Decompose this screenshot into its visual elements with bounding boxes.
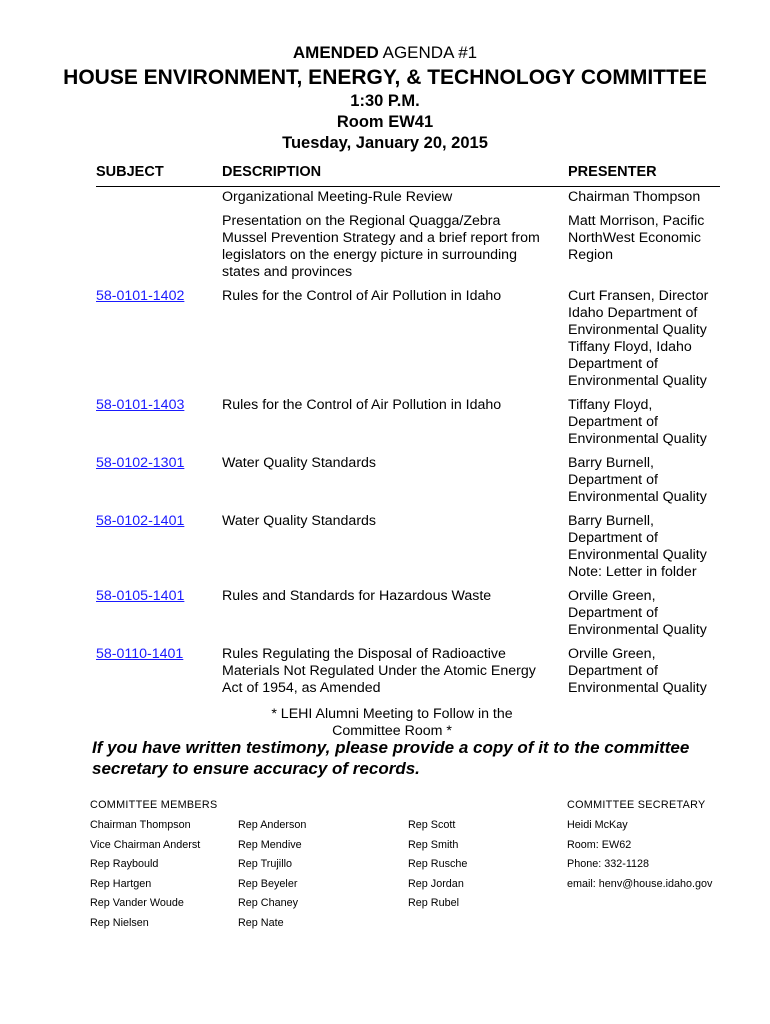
description-column-header: DESCRIPTION [222,164,322,180]
member-name: Rep Jordan [408,877,464,890]
agenda-presenter: Tiffany Floyd, Department of Environmental Quality [568,397,707,447]
agenda-presenter: Matt Morrison, Pacific NorthWest Economic Region [568,213,705,263]
members-column-2 [238,819,306,936]
agenda-number: AGENDA #1 [382,43,478,62]
committee-secretary-label: COMMITTEE SECRETARY [567,799,706,811]
agenda-row [96,588,736,639]
member-name: Rep Nielsen [90,916,149,929]
testimony-notice: If you have written testimony, please provide a copy of it to the committee secretary to ensure accuracy of records. [92,738,690,778]
agenda-title-line [0,42,770,64]
meeting-time: 1:30 P.M. [350,92,420,110]
agenda-table-header [96,164,736,186]
member-name: Rep Trujillo [238,858,293,870]
rule-docket-link[interactable]: 58-0105-1401 [96,588,185,604]
member-name: Rep Anderson [238,819,307,831]
agenda-presenter: Barry Burnell, Department of Environmental Quality Note: Letter in folder [568,513,707,580]
agenda-description: Organizational Meeting-Rule Review [222,189,453,205]
member-name: Rep Smith [408,838,459,851]
member-name: Vice Chairman Anderst [90,838,201,851]
agenda-presenter: Curt Fransen, Director Idaho Department of Environmental Quality Tiffany Floyd, Idaho Department of Environmental Quality [568,288,709,389]
agenda-row [96,189,736,206]
header-divider [96,186,720,187]
member-name: Chairman Thompson [90,819,191,831]
rule-docket-link[interactable]: 58-0110-1401 [96,646,184,662]
committee-members-label: COMMITTEE MEMBERS [90,799,218,811]
rule-docket-link[interactable]: 58-0102-1401 [96,513,185,529]
member-name: Rep Nate [238,916,284,929]
agenda-description: Rules for the Control of Air Pollution in Idaho [222,288,502,304]
member-name: Rep Rusche [408,858,468,870]
member-name: Rep Hartgen [90,877,152,890]
secretary-email: email: henv@house.idaho.gov [567,877,713,890]
agenda-row [96,513,736,581]
agenda-description: Water Quality Standards [222,455,377,471]
secretary-name: Heidi McKay [567,819,628,831]
amended-label: AMENDED [292,43,379,62]
agenda-description: Rules for the Control of Air Pollution in Idaho [222,397,502,413]
rule-docket-link[interactable]: 58-0101-1403 [96,397,185,413]
subject-column-header: SUBJECT [96,164,164,180]
agenda-table [96,164,736,697]
committee-title: HOUSE ENVIRONMENT, ENERGY, & TECHNOLOGY COMMITTEE [63,66,707,89]
rule-docket-link[interactable]: 58-0102-1301 [96,455,185,471]
agenda-row [96,646,736,697]
members-column-3 [408,819,467,917]
agenda-row [96,288,736,390]
meeting-room: Room EW41 [336,113,434,131]
agenda-description: Rules Regulating the Disposal of Radioactive Materials Not Regulated Under the Atomic Energy Act of 1954, as Amended [222,646,536,696]
agenda-presenter: Orville Green, Department of Environmental Quality [568,646,707,696]
agenda-header [0,42,770,154]
presenter-column-header: PRESENTER [568,164,657,180]
member-name: Rep Chaney [238,897,299,909]
member-name: Rep Scott [408,819,456,831]
member-name: Rep Vander Woude [90,897,184,909]
agenda-description: Water Quality Standards [222,513,377,529]
agenda-presenter: Chairman Thompson [568,189,701,205]
alumni-meeting-note: * LEHI Alumni Meeting to Follow in the Committee Room * [271,706,513,739]
secretary-room: Room: EW62 [567,838,632,851]
members-column-1 [90,819,200,936]
member-name: Rep Beyeler [238,877,298,890]
agenda-description: Presentation on the Regional Quagga/Zebra Mussel Prevention Strategy and a brief report from legislators on the energy picture in surrounding states and provinces [222,213,540,280]
member-name: Rep Mendive [238,838,302,851]
meeting-date: Tuesday, January 20, 2015 [282,134,488,152]
agenda-row [96,455,736,506]
agenda-description: Rules and Standards for Hazardous Waste [222,588,492,604]
rule-docket-link[interactable]: 58-0101-1402 [96,288,185,304]
member-name: Rep Raybould [90,858,159,870]
agenda-presenter: Barry Burnell, Department of Environmental Quality [568,455,707,505]
agenda-presenter: Orville Green, Department of Environmental Quality [568,588,707,638]
secretary-contact [567,819,712,897]
agenda-row [96,213,736,281]
secretary-phone: Phone: 332-1128 [567,858,650,870]
agenda-row [96,397,736,448]
member-name: Rep Rubel [408,897,460,909]
